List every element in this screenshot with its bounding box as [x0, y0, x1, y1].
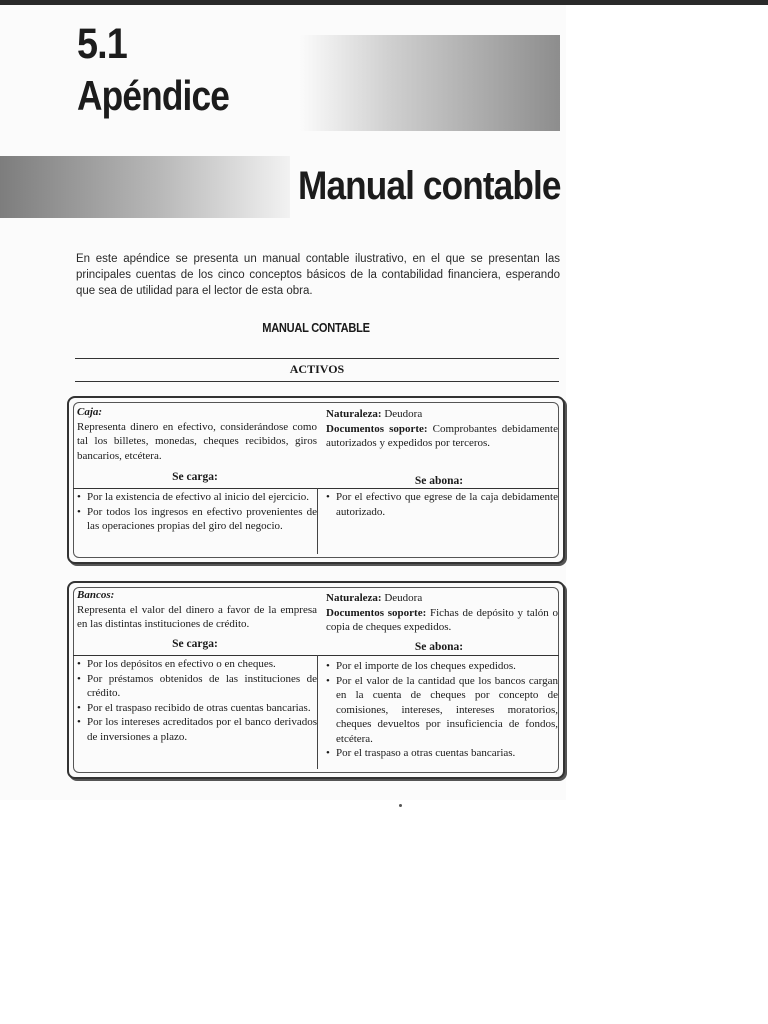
- credit-header: Se abona:: [414, 641, 464, 653]
- credit-header: Se abona:: [414, 475, 464, 487]
- chapter-title: Apéndice: [77, 72, 230, 119]
- charge-item: • Por el traspaso recibido de otras cuentas bancarias.: [77, 701, 317, 716]
- section-heading: MANUAL CONTABLE: [262, 320, 370, 335]
- subtitle-gradient-band: [0, 156, 290, 218]
- nature-label: Naturaleza:: [326, 592, 382, 604]
- charges-cell: [77, 490, 317, 534]
- credit-item: • Por el traspaso a otras cuentas bancarias.: [326, 746, 558, 761]
- page-subtitle: Manual contable: [298, 164, 561, 208]
- account-description-cell: [77, 405, 317, 463]
- credit-item: • Por el importe de los cheques expedidos.: [326, 659, 558, 674]
- account-name: Caja:: [77, 406, 103, 418]
- docs-value: Fichas de depósito y talón o copia de cheques expedidos.: [326, 606, 558, 633]
- rule-bottom: [75, 381, 559, 382]
- account-nature-cell: [326, 407, 558, 451]
- docs-label: Documentos soporte:: [326, 422, 428, 435]
- charge-item: • Por todos los ingresos en efectivo provenientes de las operaciones propias del giro del negocio.: [77, 505, 317, 534]
- charge-item: • Por los intereses acreditados por el banco derivados de inversiones a plazo.: [77, 715, 317, 744]
- chapter-number: 5.1: [77, 20, 127, 68]
- account-name: Bancos:: [77, 589, 115, 601]
- nature-value: Deudora: [384, 592, 423, 604]
- header-gradient-band: [300, 35, 560, 131]
- account-description-cell: [77, 588, 317, 632]
- charge-header: Se carga:: [172, 638, 218, 650]
- account-box-bancos: [67, 581, 565, 779]
- docs-value: Comprobantes debidamente autorizados y expedidos por terceros.: [326, 422, 558, 449]
- account-nature-cell: [326, 591, 558, 635]
- credits-cell: [326, 659, 558, 761]
- column-separator: [317, 488, 318, 554]
- columns-divider: [73, 655, 559, 656]
- docs-label: Documentos soporte:: [326, 606, 427, 619]
- nature-label: Naturaleza:: [326, 408, 382, 420]
- credits-cell: [326, 490, 558, 519]
- category-heading: ACTIVOS: [289, 362, 345, 376]
- rule-top: [75, 358, 559, 359]
- charges-cell: [77, 657, 317, 744]
- charge-item: • Por la existencia de efectivo al inicio del ejercicio.: [77, 490, 317, 505]
- account-box-caja: [67, 396, 565, 564]
- credit-item: • Por el valor de la cantidad que los bancos cargan en la cuenta de cheques por concepto de comisiones, intereses, intereses moratorios, cheques devueltos por insuficiencia de fondos, etcétera.: [326, 674, 558, 747]
- intro-paragraph: En este apéndice se presenta un manual contable ilustrativo, en el que se presentan las principales cuentas de los cinco conceptos básicos de la contabilidad financiera, esperando que sea de utilidad para el lector de esta obra.: [76, 253, 560, 297]
- account-description: Representa el valor del dinero a favor de la empresa en las distintas instituciones de crédito.: [77, 603, 317, 630]
- nature-value: Deudora: [384, 408, 423, 420]
- column-separator: [317, 655, 318, 769]
- charge-item: • Por préstamos obtenidos de las instituciones de crédito.: [77, 672, 317, 701]
- account-description: Representa dinero en efectivo, considerándose como tal los billetes, monedas, cheques recibidos, giros bancarios, etcétera.: [77, 420, 317, 462]
- charge-header: Se carga:: [172, 471, 218, 483]
- columns-divider: [73, 488, 559, 489]
- charge-item: • Por los depósitos en efectivo o en cheques.: [77, 657, 317, 672]
- credit-item: • Por el efectivo que egrese de la caja debidamente autorizado.: [326, 490, 558, 519]
- scan-speck: [399, 804, 402, 807]
